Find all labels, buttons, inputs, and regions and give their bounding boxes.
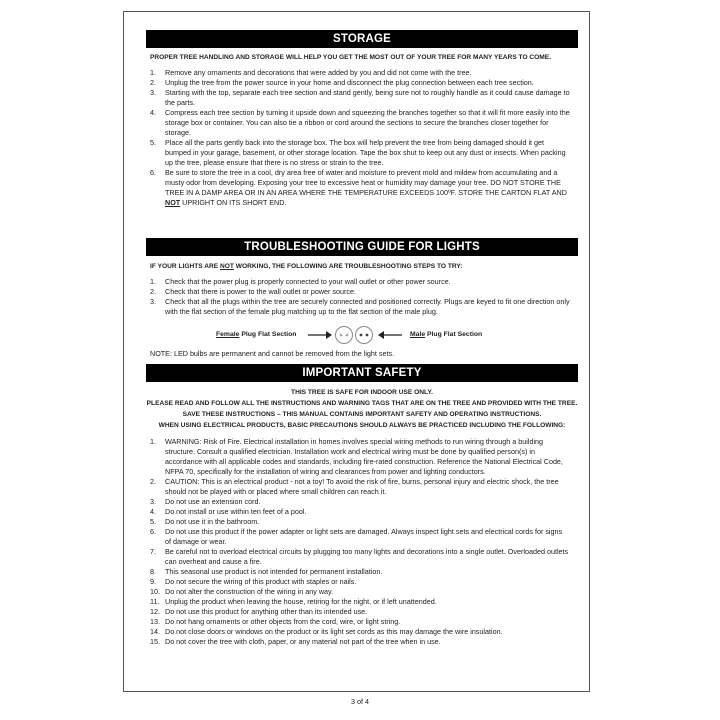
list-item: 2. CAUTION: This is an electrical product - not a toy! To avoid the risk of fire, burns, personal injury and electric shock, the tree should not be played with or placed where small children can reach it. xyxy=(150,477,559,496)
storage-list xyxy=(150,68,570,208)
list-item: 1. WARNING: Risk of Fire. Electrical installation in homes involves special wiring methods to run wiring through a building structure. Consult a qualified electrician. Installation work and electrical wiring must be done by qualified person(s) in accordance with all applicable codes and standards, including fire-rated construction. Reference the National Electrical Code, NFPA 70, specifically for the installation of wiring and clearances from power and lighting conductors. xyxy=(150,437,563,476)
storage-heading: STORAGE xyxy=(146,30,578,48)
list-item: 5. Do not use it in the bathroom. xyxy=(150,517,260,526)
list-item: 6. Be sure to store the tree in a cool, dry area free of water and moisture to prevent mold and mildew from accumulating and a musty odor from developing. Exposing your tree to excessive heat or humidity may damage your tree. DO NOT STORE THE TREE IN A DAMP AREA OR IN AN AREA WHERE THE TEMPERATURE EXCEEDS 100ºF. STORE THE CARTON FLAT AND NOT UPRIGHT ON ITS SHORT END. xyxy=(150,168,567,207)
troubleshooting-list xyxy=(150,277,570,317)
list-item: 2. Unplug the tree from the power source in your home and disconnect the plug connection between each tree section. xyxy=(150,78,534,87)
plug-arrows-diagram xyxy=(306,325,416,345)
list-item: 11. Unplug the product when leaving the house, retiring for the night, or if left unattended. xyxy=(150,597,437,606)
troubleshooting-heading: TROUBLESHOOTING GUIDE FOR LIGHTS xyxy=(146,238,578,256)
led-note: NOTE: LED bulbs are permanent and cannot be removed from the light sets. xyxy=(150,349,395,358)
list-item: 2. Check that there is power to the wall outlet or power source. xyxy=(150,287,356,296)
safety-line-2: PLEASE READ AND FOLLOW ALL THE INSTRUCTIONS AND WARNING TAGS THAT ARE ON THE TREE AND PROVIDED WITH THE TREE. xyxy=(146,400,578,407)
list-item: 3. Check that all the plugs within the tree are securely connected and positioned correctly. Plugs are keyed to fit one direction only with the flat section of the female plug matching up to the flat section of the male plug. xyxy=(150,297,570,316)
troubleshooting-intro: IF YOUR LIGHTS ARE NOT WORKING, THE FOLLOWING ARE TROUBLESHOOTING STEPS TO TRY: xyxy=(150,263,463,270)
safety-heading: IMPORTANT SAFETY xyxy=(146,364,578,382)
plug-diagram xyxy=(210,325,510,345)
safety-line-3: SAVE THESE INSTRUCTIONS – THIS MANUAL CONTAINS IMPORTANT SAFETY AND OPERATING INSTRUCTIONS. xyxy=(182,411,542,418)
list-item: 4. Do not install or use within ten feet of a pool. xyxy=(150,507,307,516)
list-item: 8. This seasonal use product is not intended for permanent installation. xyxy=(150,567,383,576)
safety-line-1: THIS TREE IS SAFE FOR INDOOR USE ONLY. xyxy=(291,389,433,396)
list-item: 13. Do not hang ornaments or other objects from the cord, wire, or light string. xyxy=(150,617,401,626)
safety-line-4: WHEN USING ELECTRICAL PRODUCTS, BASIC PRECAUTIONS SHOULD ALWAYS BE PRACTICED INCLUDING THE FOLLOWING: xyxy=(158,422,566,429)
male-plug-label: Male Plug Flat Section xyxy=(410,331,483,338)
list-item: 4. Compress each tree section by turning it upside down and squeezing the branches together so that it will fit more easily into the storage box or container. You can also tie a ribbon or cord around the sections to secure the branches closer together for storage. xyxy=(150,108,570,137)
list-item: 7. Be careful not to overload electrical circuits by plugging too many lights and decorations into a single outlet. Overloaded outlets can overheat and cause a fire. xyxy=(150,547,569,566)
list-item: 1. Remove any ornaments and decorations that were added by you and did not come with the tree. xyxy=(150,68,472,77)
storage-intro: PROPER TREE HANDLING AND STORAGE WILL HELP YOU GET THE MOST OUT OF YOUR TREE FOR MANY YEARS TO COME. xyxy=(150,54,552,61)
list-item: 12. Do not use this product for anything other than its intended use. xyxy=(150,607,368,616)
list-item: 15. Do not cover the tree with cloth, paper, or any material not part of the tree when in use. xyxy=(150,637,441,646)
list-item: 3. Do not use an extension cord. xyxy=(150,497,261,506)
page-number: 3 of 4 xyxy=(351,697,369,706)
list-item: 10. Do not alter the construction of the wiring in any way. xyxy=(150,587,334,596)
list-item: 6. Do not use this product if the power adapter or light sets are damaged. Always inspect light sets and electrical cords for signs of damage or wear. xyxy=(150,527,563,546)
safety-list xyxy=(150,437,570,647)
female-plug-label: Female Plug Flat Section xyxy=(216,331,297,338)
list-item: 14. Do not close doors or windows on the product or its light set cords as this may damage the wire insulation. xyxy=(150,627,503,636)
list-item: 9. Do not secure the wiring of this product with staples or nails. xyxy=(150,577,357,586)
list-item: 5. Place all the parts gently back into the storage box. The box will help prevent the tree from being damaged should it get bumped in your garage, basement, or other storage location. Tape the box shut to keep out any dust or insects. When packing up the tree, please ensure that there is no stress or strain to the tree. xyxy=(150,138,566,167)
list-item: 3. Starting with the top, separate each tree section and stand gently, being sure not to roughly handle as it could cause damage to the parts. xyxy=(150,88,570,107)
list-item: 1. Check that the power plug is properly connected to your wall outlet or other power source. xyxy=(150,277,451,286)
